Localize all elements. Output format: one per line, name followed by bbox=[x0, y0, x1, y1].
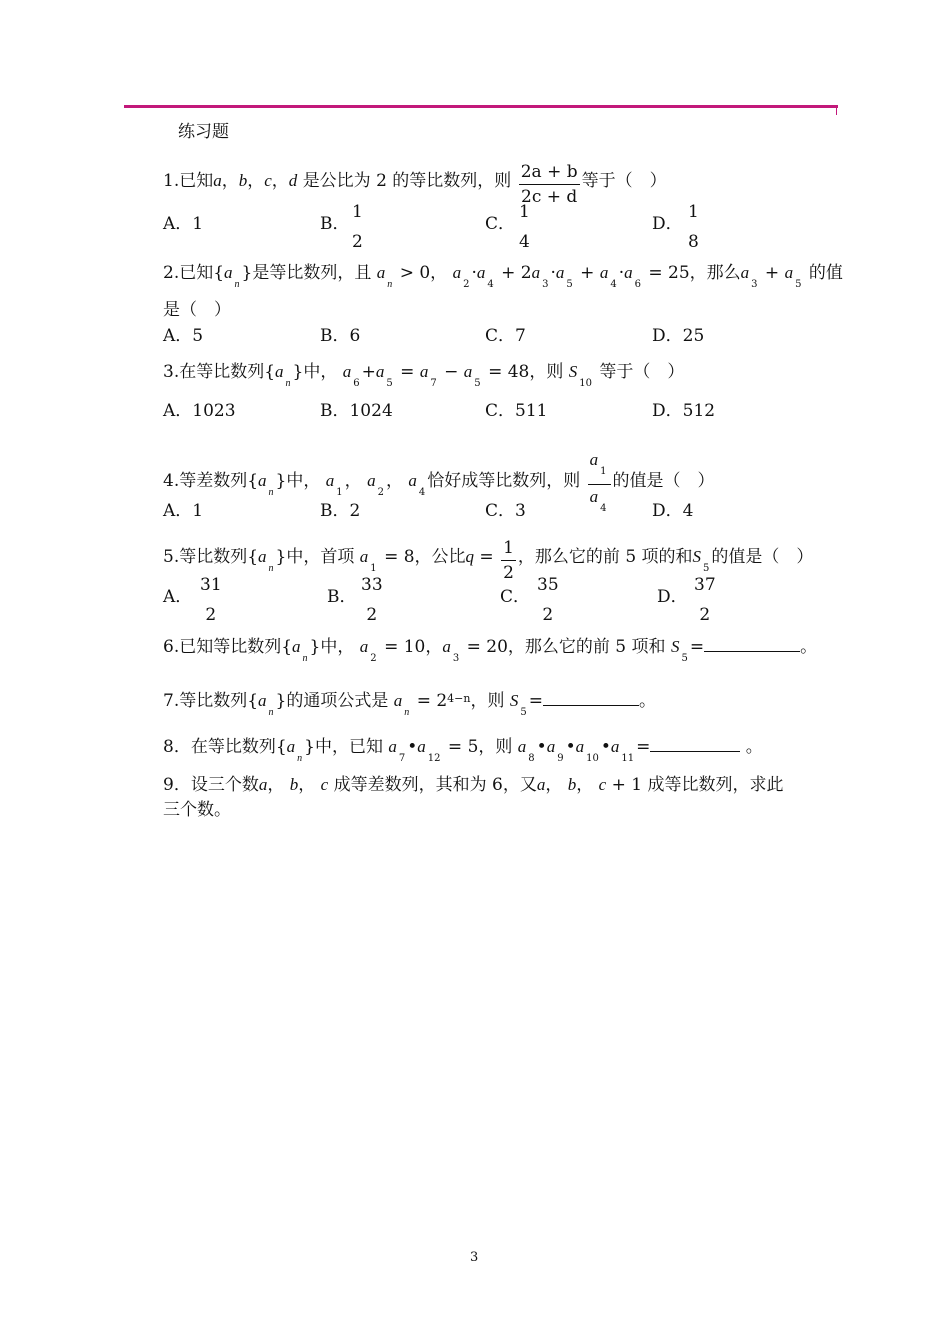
q3-option-d: D．512 bbox=[652, 401, 716, 421]
q4-option-a: A．1 bbox=[163, 501, 204, 521]
q5-option-d-label: D． bbox=[657, 587, 688, 607]
question-8: 8．在等比数列$\{a_n\}$中，已知 $a_7•a_{12} = 5$，则 $a_8•a_9•a_{10}•a_{11}=$ 。 bbox=[163, 737, 763, 764]
question-9: 9．设三个数a， b， c 成等差数列，其和为 6，又a， b， c + 1 成等比数列，求此 bbox=[163, 775, 784, 795]
page-number: 3 bbox=[470, 1250, 479, 1265]
q3-option-a: A．1023 bbox=[163, 401, 236, 421]
q1-option-d-label: D． bbox=[652, 214, 683, 234]
question-2-line-2: 是（ ） bbox=[163, 300, 231, 320]
question-2: 2.已知$\{a_n\}$是等比数列，且 $a_n > 0$， $a_2\cdot a_4 + 2a_3\cdot a_5 + a_4\cdot a_6 = 25$，那么$a_3 + a_5$ 的值 bbox=[163, 263, 843, 290]
question-9-line-2: 三个数。 bbox=[163, 800, 231, 820]
q1-option-b-fraction: 1 2 bbox=[352, 202, 363, 252]
q5-ratio-fraction: $\frac{1}{2}$ bbox=[503, 538, 514, 583]
q8-answer-blank[interactable] bbox=[650, 737, 740, 752]
q1-option-c-label: C． bbox=[485, 214, 516, 234]
q4-option-c: C．3 bbox=[485, 501, 526, 521]
q4-option-d: D．4 bbox=[652, 501, 694, 521]
q5-option-d-fraction: 37 2 bbox=[694, 575, 716, 625]
q5-option-b-label: B． bbox=[327, 587, 357, 607]
question-7: 7.等比数列$\{a_n\}$的通项公式是 $a_n = 2^{4-n}$，则 $S_5=$ 。 bbox=[163, 691, 656, 718]
q2-option-d: D．25 bbox=[652, 326, 705, 346]
q7-answer-blank[interactable] bbox=[543, 691, 639, 706]
q2-option-c: C．7 bbox=[485, 326, 526, 346]
q5-option-c-label: C． bbox=[500, 587, 531, 607]
header-rule bbox=[124, 105, 838, 108]
q1-option-d-fraction: 1 8 bbox=[688, 202, 699, 252]
question-3: 3.在等比数列$\{a_n\}$中， $a_6+a_5 = a_7 - a_5 = 48$，则 $S_{10}$ 等于（ ） bbox=[163, 362, 685, 389]
q1-option-b-label: B． bbox=[320, 214, 350, 234]
question-5: 5.等比数列$\{a_n\}$中，首项 $a_1 = 8$，公比q = $\frac{1}{2}$ ，那么它的前 5 项的和$S_5$的值是（ ） bbox=[163, 538, 814, 583]
q5-option-a-label: A． bbox=[163, 587, 193, 607]
q3-option-c: C．511 bbox=[485, 401, 548, 421]
q1-option-a: A．1 bbox=[163, 214, 204, 234]
q6-answer-blank[interactable] bbox=[704, 637, 800, 652]
q3-option-b: B．1024 bbox=[320, 401, 393, 421]
q2-option-b: B．6 bbox=[320, 326, 361, 346]
question-4: 4.等差数列$\{a_n\}$中， $a_1$， $a_2$， $a_4$恰好成等比数列，则 $\frac{a_1}{a_4}$ 的值是（ ） bbox=[163, 448, 715, 521]
header-rule-tick bbox=[836, 105, 837, 115]
q1-fraction: $\frac{2a + b}{2c + d}$ bbox=[520, 162, 578, 207]
question-1: 1.已知a，b，c，d 是公比为 2 的等比数列，则 $\frac{2a + b}{2c + d}$ 等于（ ） bbox=[163, 162, 667, 207]
question-6: 6.已知等比数列$\{a_n\}$中， $a_2 = 10$，$a_3 = 20$，那么它的前 5 项和 $S_5=$ 。 bbox=[163, 637, 818, 664]
q1-option-c-fraction: 1 4 bbox=[519, 202, 530, 252]
q4-option-b: B．2 bbox=[320, 501, 361, 521]
q2-option-a: A．5 bbox=[163, 326, 204, 346]
q5-option-b-fraction: 33 2 bbox=[361, 575, 383, 625]
page-title: 练习题 bbox=[178, 122, 229, 142]
q5-option-c-fraction: 35 2 bbox=[537, 575, 559, 625]
q5-option-a-fraction: 31 2 bbox=[200, 575, 222, 625]
q4-fraction: $\frac{a_1}{a_4}$ bbox=[588, 448, 611, 521]
